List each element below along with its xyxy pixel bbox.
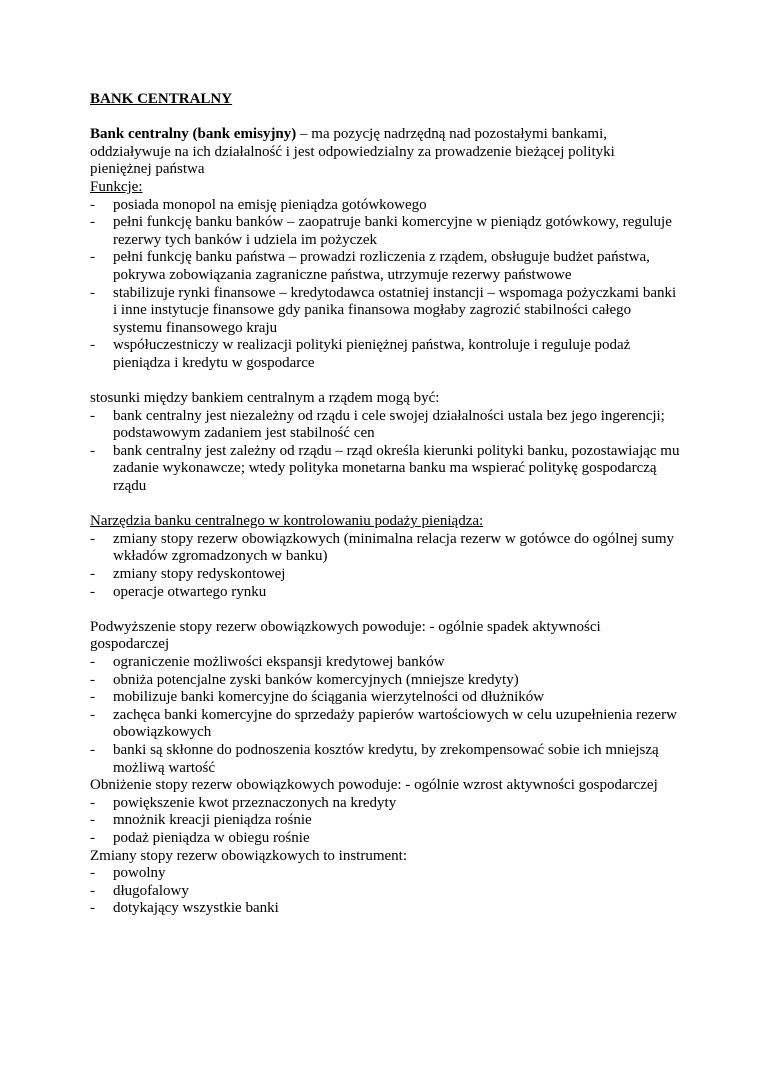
list-item: - bank centralny jest niezależny od rządu i cele swojej działalności ustala bez jego ingerencji; podstawowym zadaniem jest stabilność cen	[90, 408, 680, 443]
list-item: - banki są skłonne do podnoszenia kosztów kredytu, by zrekompensować sobie ich mniejszą możliwą wartość	[90, 742, 680, 777]
list-item: - mnożnik kreacji pieniądza rośnie	[90, 812, 680, 830]
list-item: - operacje otwartego rynku	[90, 584, 680, 602]
list-item: - zachęca banki komercyjne do sprzedaży papierów wartościowych w celu uzupełnienia rezerw obowiązkowych	[90, 707, 680, 742]
page-title: BANK CENTRALNY	[90, 91, 233, 107]
relations-heading: stosunki między bankiem centralnym a rządem mogą być:	[90, 390, 440, 407]
list-item: - powiększenie kwot przeznaczonych na kredyty	[90, 795, 680, 813]
increase-list	[90, 654, 680, 777]
functions-list	[90, 197, 680, 373]
list-item: - pełni funkcję banku banków – zaopatruje banki komercyjne w pieniądz gotówkowy, reguluje rezerwy tych banków i udziela im pożyczek	[90, 214, 680, 249]
list-item: - pełni funkcję banku państwa – prowadzi rozliczenia z rządem, obsługuje budżet państwa, pokrywa zobowiązania zagraniczne państwa, utrzymuje rezerwy państwowe	[90, 249, 680, 284]
list-item: - mobilizuje banki komercyjne do ściągania wierzytelności od dłużników	[90, 689, 680, 707]
intro-paragraph	[90, 126, 680, 179]
list-item: - współuczestniczy w realizacji polityki pieniężnej państwa, kontroluje i reguluje podaż pieniądza i kredytu w gospodarce	[90, 337, 680, 372]
list-item: - długofalowy	[90, 883, 680, 901]
changes-heading: Zmiany stopy rezerw obowiązkowych to instrument:	[90, 847, 408, 864]
spacer	[90, 496, 680, 514]
spacer	[90, 373, 680, 391]
document-body	[90, 91, 680, 918]
list-item: - dotykający wszystkie banki	[90, 900, 680, 918]
tools-list	[90, 531, 680, 601]
list-item: - podaż pieniądza w obiegu rośnie	[90, 830, 680, 848]
list-item: - powolny	[90, 865, 680, 883]
tools-heading: Narzędzia banku centralnego w kontrolowaniu podaży pieniądza:	[90, 513, 484, 530]
list-item: - zmiany stopy rezerw obowiązkowych (minimalna relacja rezerw w gotówce do ogólnej sumy wkładów zgromadzonych w banku)	[90, 531, 680, 566]
increase-heading: Podwyższenie stopy rezerw obowiązkowych powoduje: - ogólnie spadek aktywności gospodarczej	[90, 618, 601, 653]
intro-text: – ma pozycję nadrzędną nad pozostałymi bankami, oddziaływuje na ich działalność i jest odpowiedzialny za prowadzenie bieżącej polityki pieniężnej państwa	[90, 126, 615, 178]
list-item: - stabilizuje rynki finansowe – kredytodawca ostatniej instancji – wspomaga pożyczkami banki i inne instytucje finansowe gdy panika finansowa mogłaby zagrozić stabilności całego systemu finansowego kraju	[90, 285, 680, 338]
decrease-list	[90, 795, 680, 848]
list-item: - ograniczenie możliwości ekspansji kredytowej banków	[90, 654, 680, 672]
functions-heading: Funkcje:	[90, 178, 143, 195]
list-item: - obniża potencjalne zyski banków komercyjnych (mniejsze kredyty)	[90, 672, 680, 690]
relations-list	[90, 408, 680, 496]
list-item: - posiada monopol na emisję pieniądza gotówkowego	[90, 197, 680, 215]
intro-lead: Bank centralny (bank emisyjny)	[90, 126, 297, 143]
changes-list	[90, 865, 680, 918]
list-item: - bank centralny jest zależny od rządu – rząd określa kierunki polityki banku, pozostawiając mu zadanie wykonawcze; wtedy polityka monetarna banku ma wspierać politykę gospodarczą rządu	[90, 443, 680, 496]
spacer	[90, 601, 680, 619]
spacer	[90, 109, 680, 127]
list-item: - zmiany stopy redyskontowej	[90, 566, 680, 584]
decrease-heading: Obniżenie stopy rezerw obowiązkowych powoduje: - ogólnie wzrost aktywności gospodarczej	[90, 777, 658, 794]
